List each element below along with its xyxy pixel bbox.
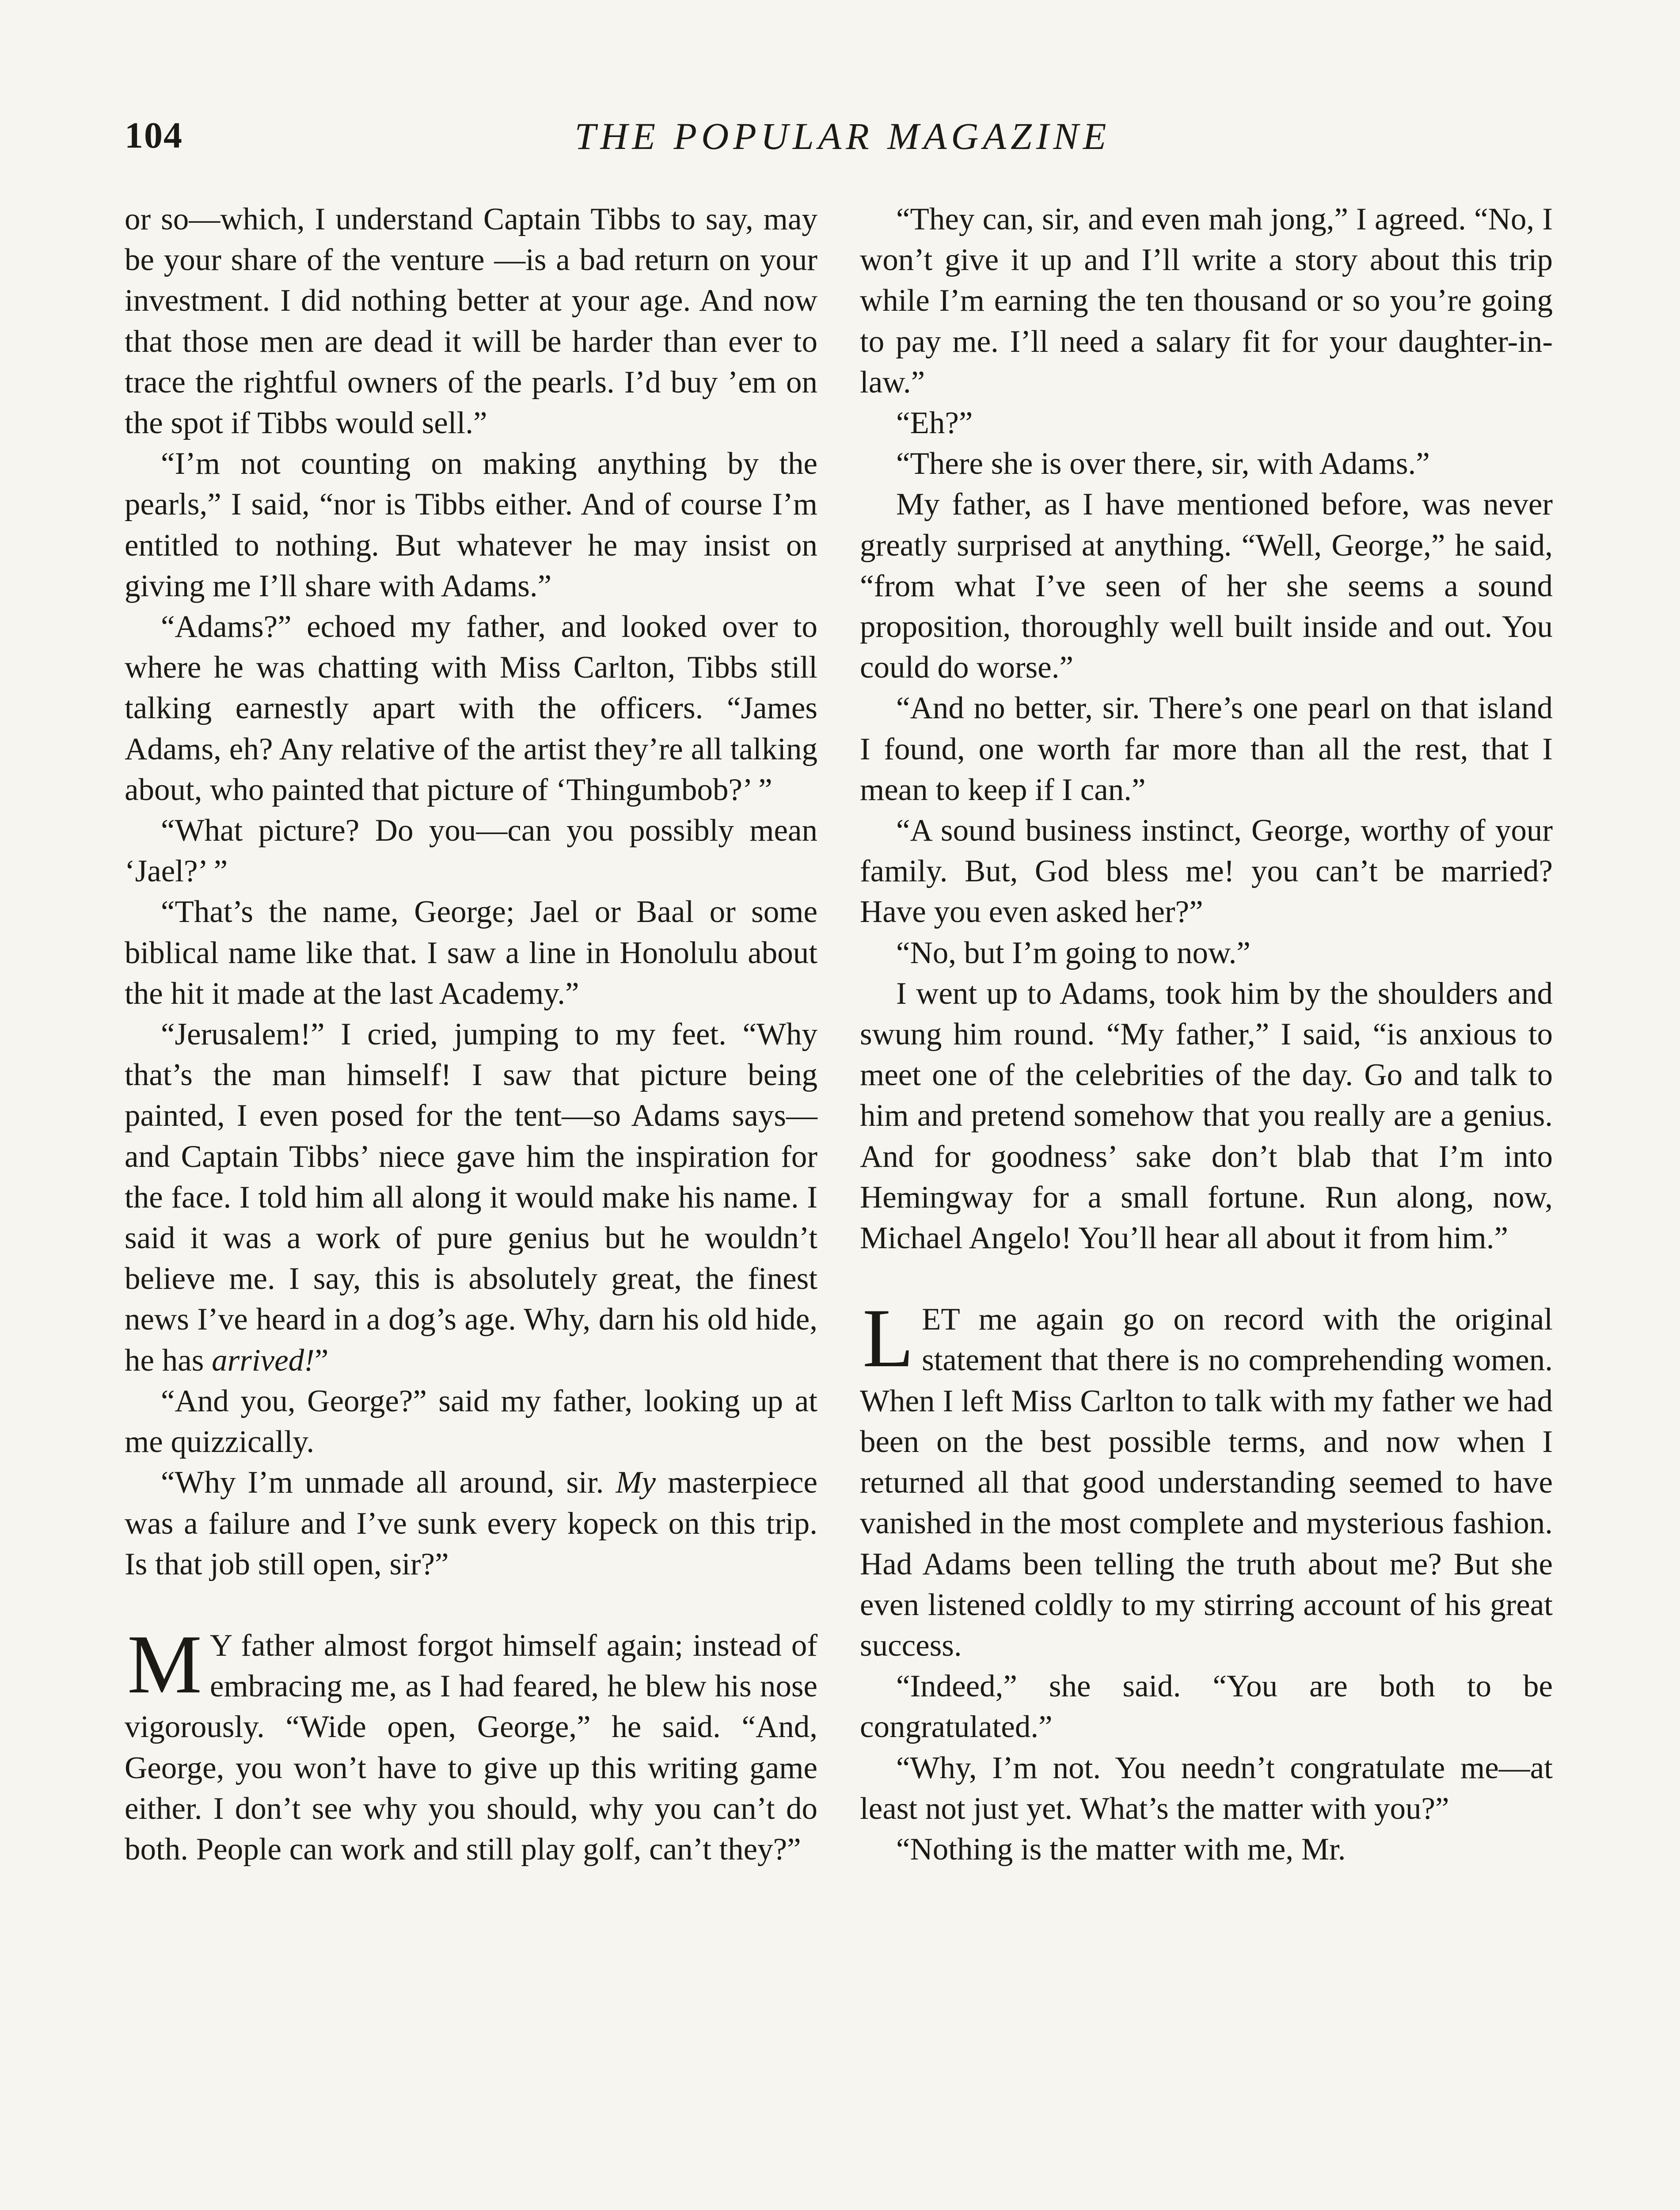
paragraph: “There she is over there, sir, with Adams.”	[896, 446, 1430, 481]
paragraph: “Adams?” echoed my father, and looked over to where he was chatting with Miss Carlton, Tibbs still talking earnestly apart with the officers. “James Adams, eh? Any relative of the artist they’re all talking about, who painted that picture of ‘Thingumbob?’ ”	[125, 610, 817, 807]
paragraph-text: Y father almost forgot himself again; instead of embracing me, as I had feared, he blew his nose vigorously. “Wide open, George,” he said. “And, George, you won’t have to give up this writing game either. I don’t see why you should, why you can’t do both. People can work and still play golf, can’t they?”	[125, 1628, 817, 1867]
section-break	[860, 1258, 1553, 1299]
paragraph: “A sound business instinct, George, worthy of your family. But, God bless me! you can’t be married? Have you even asked her?”	[860, 813, 1553, 930]
paragraph: “No, but I’m going to now.”	[896, 935, 1250, 970]
drop-cap: L	[863, 1292, 914, 1385]
drop-cap: M	[127, 1618, 202, 1711]
paragraph: “And you, George?” said my father, looking up at me quizzically.	[125, 1383, 817, 1459]
paragraph: “I’m not counting on making anything by the pearls,” I said, “nor is Tibbs either. And of course I’m entitled to nothing. But whatever he may insist on giving me I’ll share with Adams.”	[125, 446, 817, 603]
paragraph: “Indeed,” she said. “You are both to be congratulated.”	[860, 1669, 1553, 1745]
paragraph: My father, as I have mentioned before, was never greatly surprised at anything. “Well, George,” he said, “from what I’ve seen of her she seems a sound proposition, thoroughly well built inside and out. You could do worse.”	[860, 487, 1553, 685]
paragraph	[125, 1014, 817, 1381]
section-break	[125, 1585, 817, 1625]
dropcap-paragraph	[125, 1618, 817, 1870]
paragraph	[125, 1462, 817, 1585]
paragraph: “They can, sir, and even mah jong,” I agreed. “No, I won’t give it up and I’ll write a story about this trip while I’m earning the ten thousand or so you’re going to pay me. I’ll need a salary fit for your daughter-in-law.”	[860, 202, 1553, 400]
paragraph: “What picture? Do you—can you possibly mean ‘Jael?’ ”	[125, 813, 817, 889]
paragraph-text: “Jerusalem!” I cried, jumping to my feet. “Why that’s the man himself! I saw that picture being painted, I even posed for the tent—so Adams says—and Captain Tibbs’ niece gave him the inspiration for the face. I told him all along it would make his name. I said it was a work of pure genius but he wouldn’t believe me. I say, this is absolutely great, the finest news I’ve heard in a dog’s age. Why, darn his old hide, he has	[125, 1017, 817, 1378]
paragraph: or so—which, I understand Captain Tibbs to say, may be your share of the venture —is a bad return on your investment. I did nothing better at your age. And now that those men are dead it will be harder than ever to trace the rightful owners of the pearls. I’d buy ’em on the spot if Tibbs would sell.”	[125, 202, 817, 441]
paragraph-text: masterpiece was a failure and I’ve sunk every kopeck on this trip. Is that job still open, sir?”	[125, 1465, 817, 1581]
paragraph-text: “Why I’m unmade all around, sir.	[161, 1465, 616, 1500]
paragraph: I went up to Adams, took him by the shoulders and swung him round. “My father,” I said, “is anxious to meet one of the celebrities of the day. Go and talk to him and pretend somehow that you really are a genius. And for goodness’ sake don’t blab that I’m into Hemingway for a small fortune. Run along, now, Michael Angelo! You’ll hear all about it from him.”	[860, 976, 1553, 1256]
magazine-title: THE POPULAR MAGAZINE	[574, 115, 1111, 157]
paragraph: “That’s the name, George; Jael or Baal or some biblical name like that. I saw a line in Honolulu about the hit it made at the last Academy.”	[125, 895, 817, 1011]
paragraph: “Why, I’m not. You needn’t congratulate me—at least not just yet. What’s the matter with you?”	[860, 1750, 1553, 1826]
paragraph: “Nothing is the matter with me, Mr.	[896, 1832, 1346, 1867]
dropcap-paragraph	[860, 1292, 1553, 1666]
paragraph-text: ”	[314, 1343, 329, 1378]
paragraph: “Eh?”	[896, 406, 973, 441]
left-column	[125, 199, 817, 1870]
paragraph-text: ET me again go on record with the original statement that there is no comprehending women. When I left Miss Carlton to talk with my father we had been on the best possible terms, and now when I returned all that good understanding seemed to have vanished in the most complete and mysterious fashion. Had Adams been telling the truth about me? But she even listened coldly to my stirring account of his great success.	[860, 1302, 1553, 1663]
paragraph: “And no better, sir. There’s one pearl on that island I found, one worth far more than all the rest, that I mean to keep if I can.”	[860, 691, 1553, 807]
emphasized-text: My	[616, 1465, 656, 1500]
page-number: 104	[125, 115, 183, 156]
page-header	[125, 110, 1561, 176]
emphasized-text: arrived!	[212, 1343, 315, 1378]
right-column	[860, 199, 1553, 1870]
